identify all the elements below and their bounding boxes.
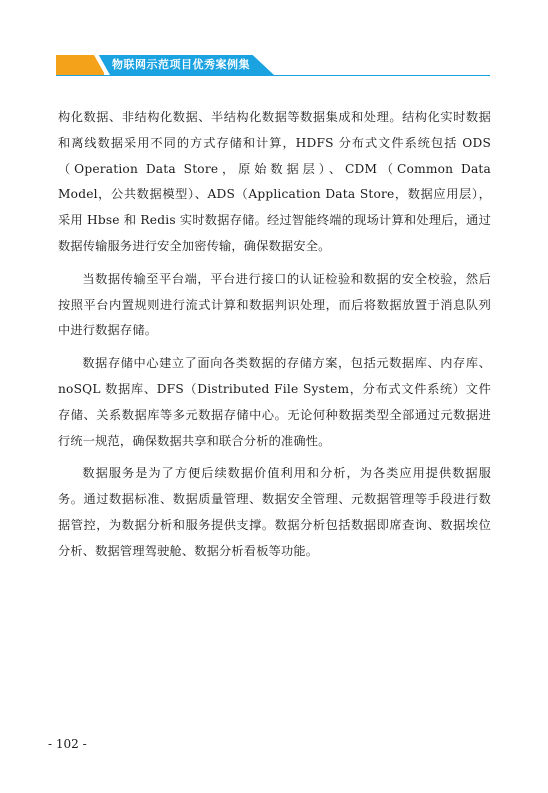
paragraph-data-service: 数据服务是为了方便后续数据价值利用和分析，为各类应用提供数据服务。通过数据标准、数据质量管理、数据安全管理、元数据管理等手段进行数据管控，为数据分析和服务提供支撑。数据分析包括数据即席查询、数据埃位分析、数据管理驾驶舱、数据分析看板等功能。 — [58, 466, 491, 558]
header-title: 物联网示范项目优秀案例集 — [112, 58, 250, 71]
running-header — [0, 55, 548, 79]
body-text — [58, 105, 491, 565]
paragraph-continued: 构化数据、非结构化数据、半结构化数据等数据集成和处理。结构化实时数据和离线数据采用不同的方式存储和计算，HDFS 分布式文件系统包括 ODS（Operation Data Store，原始数据层）、CDM（Common Data Model，公共数据模型）、ADS（Application Data Store，数据应用层），采用 Hbse 和 Redis 实时数据存储。经过智能终端的现场计算和处理后，通过数据传输服务进行安全加密传输，确保数据安全。 — [58, 110, 491, 253]
paragraph-data-storage: 数据存储中心建立了面向各类数据的存储方案，包括元数据库、内存库、noSQL 数据库、DFS（Distributed File System，分布式文件系统）文件存储、关系数据库等多元数据存储中心。无论何种数据类型全部通过元数据进行统一规范，确保数据共享和联合分析的准确性。 — [58, 356, 491, 448]
paragraph-data-transfer: 当数据传输至平台端，平台进行接口的认证检验和数据的安全校验，然后按照平台内置规则进行流式计算和数据判识处理，而后将数据放置于消息队列中进行数据存储。 — [58, 271, 491, 338]
header-rule — [56, 75, 490, 76]
page-number: - 102 - — [48, 737, 87, 751]
